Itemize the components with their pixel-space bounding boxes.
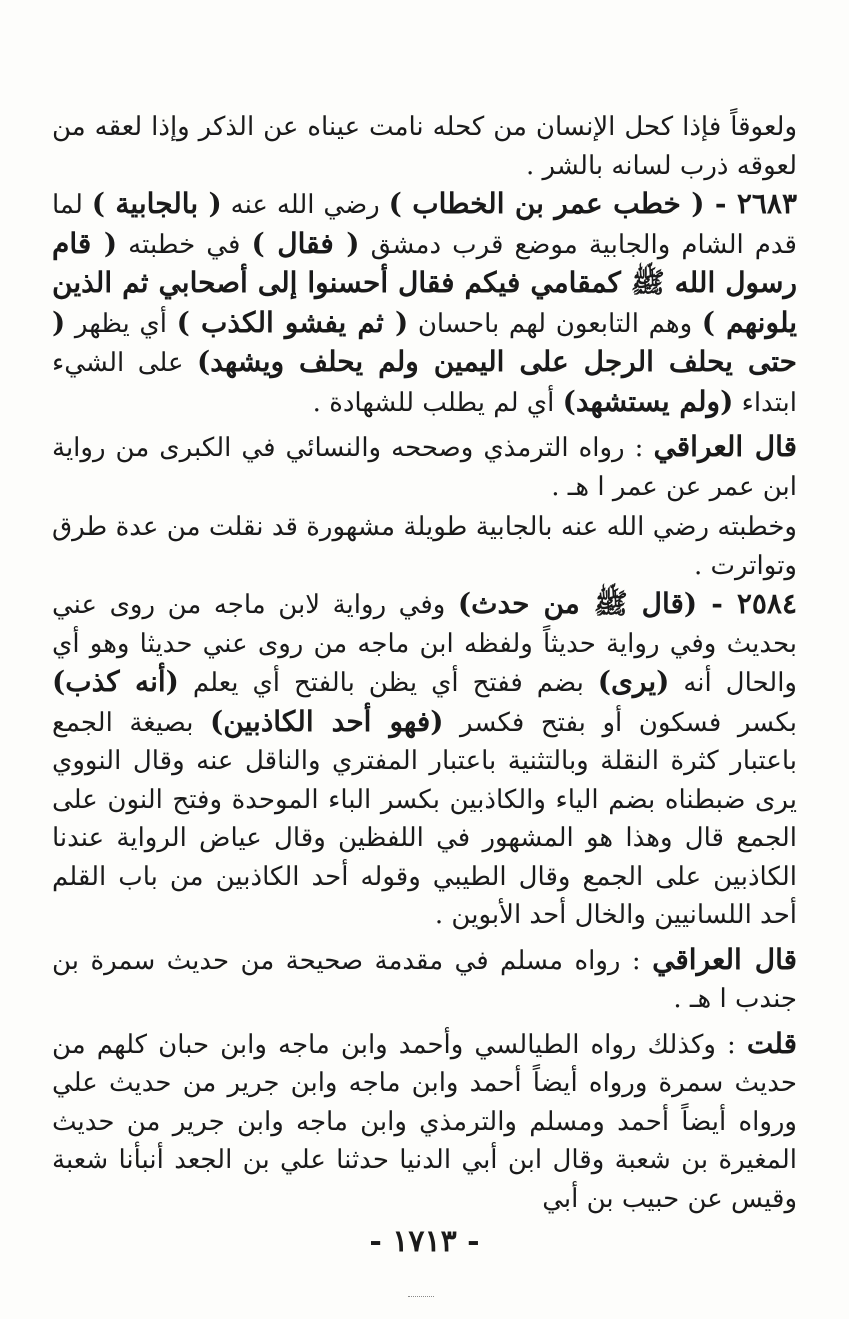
text-segment: وهم التابعون لهم باحسان <box>408 308 702 339</box>
bold-segment: قال العراقي <box>652 942 797 976</box>
paragraph <box>52 508 797 585</box>
bold-segment: ( بالجابية ) <box>91 187 222 220</box>
bold-segment: قلت <box>746 1026 797 1060</box>
text-segment: : رواه الترمذي وصححه والنسائي في الكبرى من رواية ابن عمر عن عمر ا هـ . <box>52 433 797 502</box>
bold-segment: ( ثم يفشو الكذب ) <box>176 305 409 339</box>
bold-segment: ٢٦٨٣ - ( خطب عمر بن الخطاب ) <box>388 187 797 220</box>
footer-mark <box>408 1296 434 1297</box>
text-segment: : رواه مسلم في مقدمة صحيحة من حديث سمرة بن جندب ا هـ . <box>52 945 797 1014</box>
text-segment: بضم ففتح أي يظن بالفتح أي يعلم <box>178 668 598 698</box>
text-segment: في خطبته <box>117 229 252 260</box>
bold-segment: قال العراقي <box>653 430 797 463</box>
page-number: - ١٧١٣ - <box>369 1224 480 1259</box>
paragraph <box>52 428 797 506</box>
paragraph <box>52 1025 797 1219</box>
text-segment: على الشيء ابتداء <box>52 348 797 418</box>
bold-segment: ( حتى يحلف الرجل على اليمين ولم يحلف ويشهد) <box>52 305 797 378</box>
text-segment: : وكذلك رواه الطيالسي وأحمد وابن ماجه وابن حبان كلهم من حديث سمرة ورواه أيضاً أحمد وابن ماجه وابن جرير من حديث علي ورواه أيضاً أحمد ومسلم والترمذي وابن ماجه وابن جرير من حديث المغيرة بن شعبة وقال ابن أبي الدنيا حدثنا علي بن الجعد أنبأنا شعبة وقيس عن حبيب بن أبي <box>52 1029 797 1214</box>
bold-segment: (يرى) <box>597 665 670 698</box>
bold-segment: (ولم يستشهد) <box>562 384 734 418</box>
text-segment: بصيغة الجمع باعتبار كثرة النقلة وبالتثنية باعتبار المفتري والناقل عنه وقال النووي يرى ضبطناه بضم الياء والكاذبين بكسر الباء الموحدة وفتح النون على الجمع قال وهذا هو المشهور في اللفظين وقال عياض الرواية عندنا الكاذبين على الجمع وقال الطيبي وقوله أحد الكاذبين من باب القلم أحد اللسانيين والخال أحد الأبوين . <box>52 707 797 930</box>
bold-segment: ( فقال ) <box>251 226 360 260</box>
text-segment: بكسر فسكون أو بفتح فكسر <box>443 707 797 738</box>
paragraph <box>52 585 797 935</box>
paragraph <box>52 941 797 1019</box>
text-segment: أي يظهر <box>65 308 177 339</box>
bold-segment: ( قام رسول الله ﷺ كمقامي فيكم فقال أحسنوا إلى أصحابي ثم الذين يلونهم ) <box>52 226 798 339</box>
text-segment: وفي رواية لابن ماجه من روى عني بحديث وفي رواية حديثاً ولفظه ابن ماجه من روى عني حديثا وهو أي والحال أنه <box>52 590 797 698</box>
bold-segment: (أنه كذب) <box>52 665 179 698</box>
paragraph <box>52 185 797 422</box>
text-segment: رضي الله عنه <box>221 190 389 220</box>
text-segment: وخطبته رضي الله عنه بالجابية طويلة مشهورة قد نقلت من عدة طرق وتواترت . <box>52 512 797 581</box>
text-segment: أي لم يطلب للشهادة . <box>312 387 563 418</box>
body-text <box>52 108 797 1218</box>
text-segment: لما قدم الشام والجابية موضع قرب دمشق <box>52 190 797 260</box>
text-segment: ولعوقاً فإذا كحل الإنسان من كحله نامت عيناه عن الذكر وإذا لعقه من لعوقه ذرب لسانه بالشر . <box>52 112 797 181</box>
paragraph <box>52 108 797 185</box>
bold-segment: (فهو أحد الكاذبين) <box>210 704 444 738</box>
bold-segment: ٢٥٨٤ - (قال ﷺ من حدث) <box>457 587 797 620</box>
